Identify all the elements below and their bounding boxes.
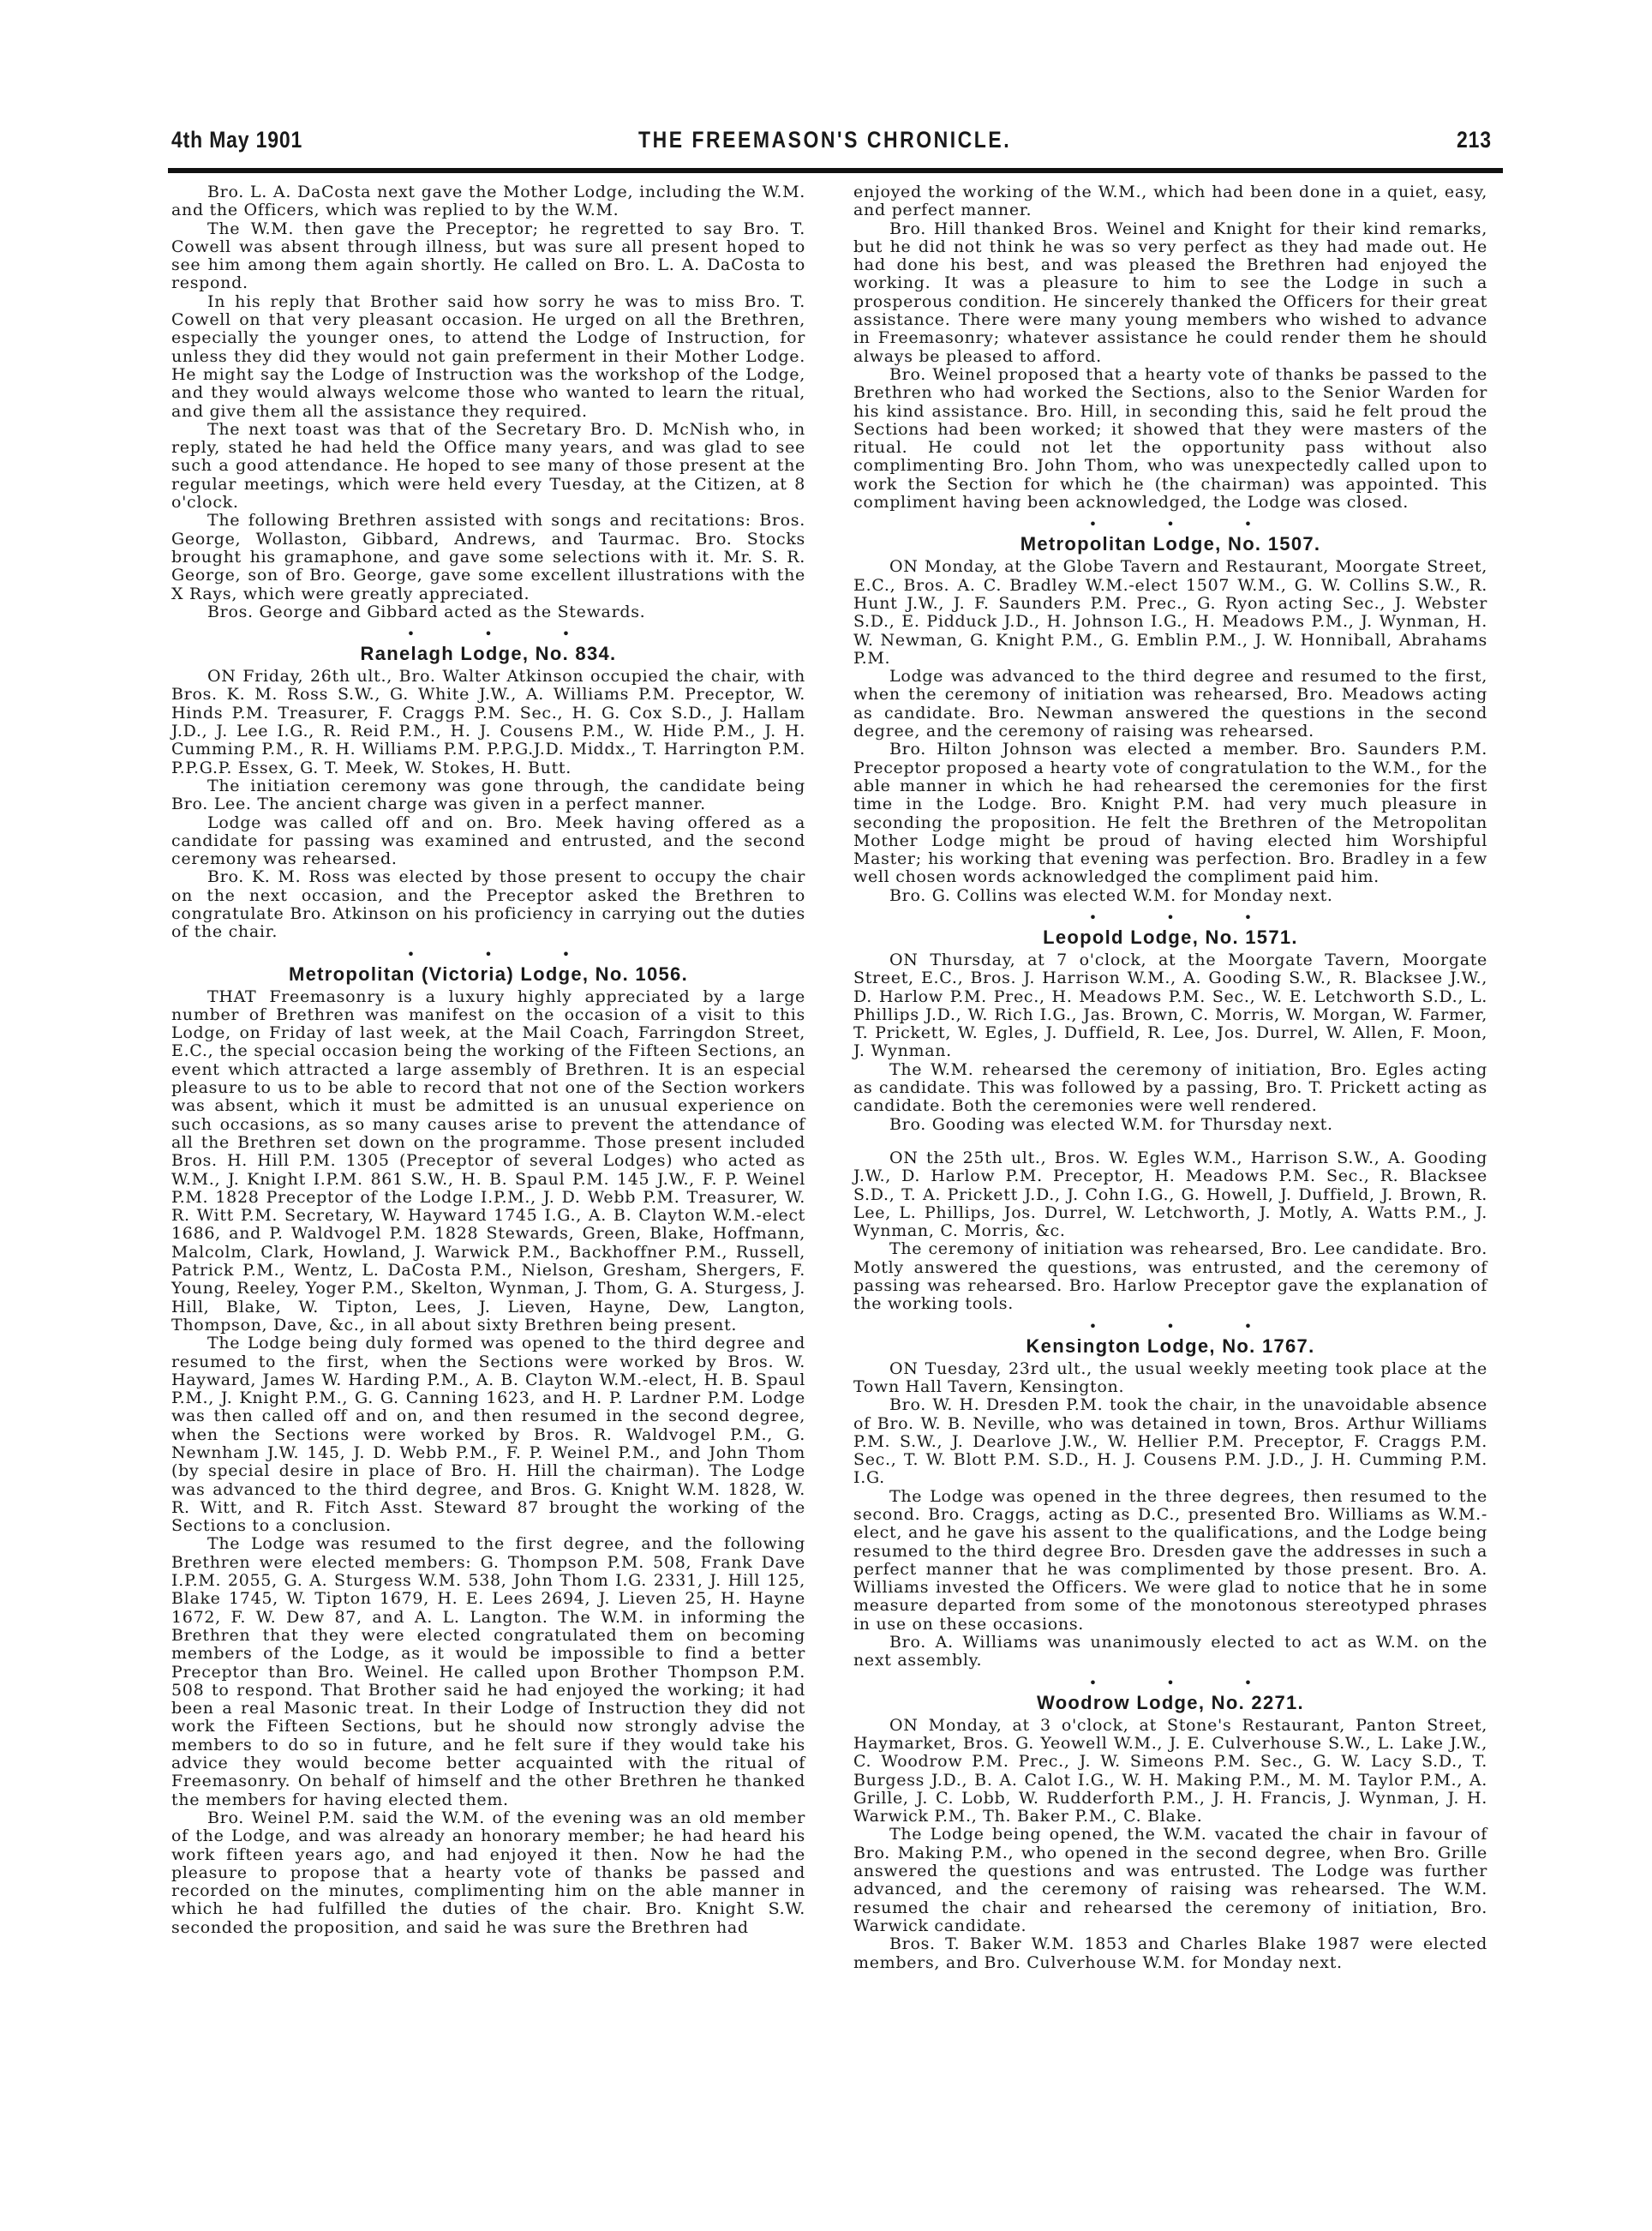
- left-column: [171, 183, 805, 1937]
- section-heading: Kensington Lodge, No. 1767.: [1026, 1334, 1315, 1357]
- paragraph: ON Friday, 26th ult., Bro. Walter Atkinson occupied the chair, with Bros. K. M. Ross S.W., G. White J.W., A. Williams P.M. Preceptor, W. Hinds P.M. Treasurer, F. Craggs P.M. Sec., H. G. Cox S.D., J. Hallam J.D., J. Lee I.G., R. Reid P.M., H. J. Cousens P.M., W. Hide P.M., J. H. Cumming P.M., R. H. Williams P.M. P.P.G.J.D. Middx., T. Harrington P.M. P.P.G.P. Essex, G. T. Meek, W. Stokes, H. Butt.: [171, 667, 805, 777]
- paragraph: Bro. W. H. Dresden P.M. took the chair, in the unavoidable absence of Bro. W. B. Neville, who was detained in town, Bros. Arthur Williams P.M. S.W., J. Dearlove J.W., W. Hellier P.M. Preceptor, F. Craggs P.M. Sec., T. W. Blott P.M. S.D., H. J. Cousens P.M. J.D., J. H. Cumming P.M. I.G.: [853, 1395, 1487, 1488]
- section-heading: Metropolitan Lodge, No. 1507.: [1020, 533, 1321, 555]
- paragraph: ON Monday, at 3 o'clock, at Stone's Restaurant, Panton Street, Haymarket, Bros. G. Yeowell W.M., J. E. Culverhouse S.W., L. Lake J.W., C. Woodrow P.M. Prec., J. W. Simeons P.M. Sec., G. W. Lacy S.D., T. Burgess J.D., B. A. Calot I.G., W. H. Making P.M., M. M. Taylor P.M., A. Grille, J. C. Lobb, W. Rudderforth P.M., J. H. Francis, J. Wynman, J. H. Warwick P.M., Th. Baker P.M., C. Blake.: [853, 1715, 1487, 1826]
- paragraph: Bro. L. A. DaCosta next gave the Mother Lodge, including the W.M. and the Officers, which was replied to by the W.M.: [171, 183, 805, 220]
- paragraph: Bros. T. Baker W.M. 1853 and Charles Blake 1987 were elected members, and Bro. Culverhouse W.M. for Monday next.: [853, 1934, 1487, 1972]
- section-heading: Woodrow Lodge, No. 2271.: [1037, 1691, 1304, 1713]
- newspaper-title: THE FREEMASON'S CHRONICLE.: [638, 127, 1012, 153]
- paragraph: The Lodge was resumed to the first degree, and the following Brethren were elected members: G. Thompson P.M. 508, Frank Dave I.P.M. 2055, G. A. Sturgess W.M. 538, John Thom I.G. 2331, J. Hill 125, Blake 1745, W. Tipton 1679, H. E. Lees 2694, J. Lieven 25, H. Hayne 1672, F. W. Dew 87, and A. L. Langton. The W.M. in informing the Brethren that they were elected congratulated them on becoming members of the Lodge, as it would be impossible to find a better Preceptor than Bro. Weinel. He called upon Brother Thompson P.M. 508 to respond. That Brother said he had enjoyed the working; it had been a real Masonic treat. In their Lodge of Instruction they did not work the Fifteen Sections, but he should now strongly advise the members to do so in future, and he felt sure if they would take his advice they would become better acquainted with the ritual of Freemasonry. On behalf of himself and the other Brethren he thanked the members for having elected them.: [171, 1534, 805, 1809]
- paragraph: THAT Freemasonry is a luxury highly appreciated by a large number of Brethren was manifest on the occasion of a visit to this Lodge, on Friday of last week, at the Mail Coach, Farringdon Street, E.C., the special occasion being the working of the Fifteen Sections, an event which attracted a large assembly of Brethren. It is an especial pleasure to us to be able to record that not one of the Section workers was absent, which it must be admitted is an unusual experience on such occasions, as so many causes arise to prevent the attendance of all the Brethren set down on the programme. Those present included Bros. H. Hill P.M. 1305 (Preceptor of several Lodges) who acted as W.M., J. Knight I.P.M. 861 S.W., H. B. Spaul P.M. 145 J.W., F. P. Weinel P.M. 1828 Preceptor of the Lodge I.P.M., J. D. Webb P.M. Treasurer, W. R. Witt P.M. Secretary, W. Hayward 1745 I.G., A. B. Clayton W.M.-elect 1686, and P. Waldvogel P.M. 1828 Stewards, Green, Blake, Hoffmann, Malcolm, Clark, Howland, J. Warwick P.M., Backhoffner P.M., Russell, Patrick P.M., Wentz, L. DaCosta P.M., Nielson, Gresham, Shergers, F. Young, Reeley, Yoger P.M., Skelton, Wynman, J. Thom, G. A. Sturgess, J. Hill, Blake, W. Tipton, Lees, J. Lieven, Hayne, Dew, Langton, Thompson, Dave, &c., in all about sixty Brethren being present.: [171, 987, 805, 1334]
- paragraph: ON Monday, at the Globe Tavern and Restaurant, Moorgate Street, E.C., Bros. A. C. Bradley W.M.-elect 1507 W.M., G. W. Collins S.W., R. Hunt J.W., J. F. Saunders P.M. Prec., G. Ryon acting Sec., J. Webster S.D., E. Pidduck J.D., H. Johnson I.G., H. Meadows P.M., J. Wynman, H. W. Newman, G. Knight P.M., G. Emblin P.M., J. W. Honniball, Abrahams P.M.: [853, 557, 1487, 668]
- paragraph: Lodge was advanced to the third degree and resumed to the first, when the ceremony of initiation was rehearsed, Bro. Meadows acting as candidate. Bro. Newman answered the questions in the second degree, and the ceremony of raising was rehearsed.: [853, 667, 1487, 741]
- paragraph: In his reply that Brother said how sorry he was to miss Bro. T. Cowell on that very pleasant occasion. He urged on all the Brethren, especially the younger ones, to attend the Lodge of Instruction, for unless they did they would not gain preferment in their Mother Lodge. He might say the Lodge of Instruction was the workshop of the Lodge, and they would always welcome those who wanted to learn the ritual, and give them all the assistance they required.: [171, 291, 805, 421]
- header-rule: [168, 168, 1503, 173]
- paragraph: Bro. Weinel proposed that a hearty vote of thanks be passed to the Brethren who had worked the Sections, also to the Senior Warden for his kind assistance. Bro. Hill, in seconding this, said he felt proud the Sections had been worked; it showed that they were masters of the ritual. He could not let the opportunity pass without also complimenting Bro. John Thom, who was unexpectedly called upon to work the Section for which he (the chairman) was appointed. This compliment having been acknowledged, the Lodge was closed.: [853, 364, 1487, 513]
- paragraph: The W.M. rehearsed the ceremony of initiation, Bro. Egles acting as candidate. This was followed by a passing, Bro. T. Prickett acting as candidate. Both the ceremonies were well rendered.: [853, 1059, 1487, 1116]
- paragraph: Bro. Weinel P.M. said the W.M. of the evening was an old member of the Lodge, and was already an honorary member; he had heard his work fifteen years ago, and had enjoyed it then. Now he had the pleasure to propose that a hearty vote of thanks be passed and recorded on the minutes, complimenting him on the able manner in which he had fulfilled the duties of the chair. Bro. Knight S.W. seconded the proposition, and said he was sure the Brethren had: [171, 1808, 805, 1937]
- paragraph: The W.M. then gave the Preceptor; he regretted to say Bro. T. Cowell was absent through illness, but was sure all present hoped to see him among them again shortly. He called on Bro. L. A. DaCosta to respond.: [171, 219, 805, 293]
- section-ornament: • • •: [1088, 1674, 1285, 1691]
- paragraph: The Lodge being opened, the W.M. vacated the chair in favour of Bro. Making P.M., who opened in the second degree, when Bro. Grille answered the questions and was entrusted. The Lodge was further advanced, and the ceremony of raising was rehearsed. The W.M. resumed the chair and rehearsed the ceremony of initiation, Bro. Warwick candidate.: [853, 1825, 1487, 1935]
- page-number: 213: [1457, 127, 1492, 153]
- paragraph: Bro. Hilton Johnson was elected a member. Bro. Saunders P.M. Preceptor proposed a hearty vote of congratulation to the W.M., for the able manner in which he had rehearsed the ceremonies for the first time in the Lodge. Bro. Knight P.M. had very much pleasure in seconding the proposition. He felt the Brethren of the Metropolitan Mother Lodge might be proud of having elected him Worshipful Master; his working that evening was perfection. Bro. Bradley in a few well chosen words acknowledged the compliment paid him.: [853, 740, 1487, 887]
- paragraph: ON Tuesday, 23rd ult., the usual weekly meeting took place at the Town Hall Tavern, Kensington.: [853, 1358, 1487, 1396]
- section-ornament: • • •: [406, 626, 603, 643]
- right-column: [853, 183, 1487, 1972]
- paragraph: The following Brethren assisted with songs and recitations: Bros. George, Wollaston, Gibbard, Andrews, and Taurmac. Bro. Stocks brought his gramaphone, and gave some selections with it. Mr. S. R. George, son of Bro. George, gave some excellent illustrations with the X Rays, which were greatly appreciated.: [171, 511, 805, 603]
- continued-paragraph: enjoyed the working of the W.M., which had been done in a quiet, easy, and perfect manner.: [853, 183, 1487, 220]
- paragraph: Bro. K. M. Ross was elected by those present to occupy the chair on the next occasion, and the Preceptor asked the Brethren to congratulate Bro. Atkinson on his proficiency in carrying out the duties of the chair.: [171, 867, 805, 942]
- paragraph: Bros. George and Gibbard acted as the Stewards.: [207, 602, 646, 621]
- paragraph: Bro. A. Williams was unanimously elected to act as W.M. on the next assembly.: [853, 1633, 1487, 1670]
- section-ornament: • • •: [1088, 909, 1285, 926]
- paragraph: The next toast was that of the Secretary Bro. D. McNish who, in reply, stated he had held the Office many years, and was glad to see such a good attendance. He hoped to see many of those present at the regular meetings, which were held every Tuesday, at the Citizen, at 8 o'clock.: [171, 419, 805, 513]
- paragraph: Bro. Hill thanked Bros. Weinel and Knight for their kind remarks, but he did not think he was so very perfect as they had made out. He had done his best, and was pleased the Brethren had enjoyed the working. It was a pleasure to him to see the Lodge in such a prosperous condition. He sincerely thanked the Officers for their great assistance. There were many young members who wished to advance in Freemasonry; whatever assistance he could render them he should always be pleased to afford.: [853, 219, 1487, 366]
- paragraph: The Lodge being duly formed was opened to the third degree and resumed to the first, when the Sections were worked by Bros. W. Hayward, James W. Harding P.M., A. B. Clayton W.M.-elect, H. B. Spaul P.M., J. Knight P.M., G. G. Canning 1623, and H. P. Lardner P.M. Lodge was then called off and on, and then resumed in the second degree, when the Sections were worked by Bros. R. Waldvogel P.M., G. Newnham J.W. 145, J. D. Webb P.M., F. P. Weinel P.M., and John Thom (by special desire in place of Bro. H. Hill the chairman). The Lodge was advanced to the third degree, and Bros. G. Knight W.M. 1828, W. R. Witt, and R. Fitch Asst. Steward 87 brought the working of the Sections to a conclusion.: [171, 1334, 805, 1536]
- section-heading: Ranelagh Lodge, No. 834.: [360, 643, 617, 665]
- paragraph: Lodge was called off and on. Bro. Meek having offered as a candidate for passing was examined and entrusted, and the second ceremony was rehearsed.: [171, 813, 805, 869]
- paragraph: ON the 25th ult., Bros. W. Egles W.M., Harrison S.W., A. Gooding J.W., D. Harlow P.M. Preceptor, H. Meadows P.M. Sec., R. Blacksee S.D., T. A. Prickett J.D., J. Cohn I.G., G. Howell, J. Duffield, J. Brown, R. Lee, L. Phillips, Jos. Durrel, W. Letchworth, J. Motly, A. Watts P.M., J. Wynman, C. Morris, &c.: [853, 1148, 1487, 1241]
- section-ornament: • • •: [406, 945, 603, 963]
- section-heading: Metropolitan (Victoria) Lodge, No. 1056.: [289, 963, 688, 985]
- paragraph: ON Thursday, at 7 o'clock, at the Moorgate Tavern, Moorgate Street, E.C., Bros. J. Harrison W.M., A. Gooding S.W., R. Blacksee J.W., D. Harlow P.M. Prec., H. Meadows P.M. Sec., W. E. Letchworth S.D., L. Phillips J.D., W. Rich I.G., Jas. Brown, C. Morris, W. Morgan, W. Farmer, T. Prickett, W. Egles, J. Duffield, R. Lee, Jos. Durrel, W. Allen, F. Moon, J. Wynman.: [853, 950, 1487, 1061]
- paragraph-gap: [853, 1134, 1487, 1149]
- section-heading: Leopold Lodge, No. 1571.: [1043, 926, 1298, 948]
- paragraph: The Lodge was opened in the three degrees, then resumed to the second. Bro. Craggs, acting as D.C., presented Bro. Williams as W.M.-elect, and he gave his assent to the qualifications, and the Lodge being resumed to the third degree Bro. Dresden gave the addresses in such a perfect manner that he was complimented by those present. Bro. A. Williams invested the Officers. We were glad to notice that he in some measure departed from some of the monotonous stereotyped phrases in use on these occasions.: [853, 1486, 1487, 1634]
- paragraph: Bro. G. Collins was elected W.M. for Monday next.: [889, 885, 1333, 905]
- paragraph: Bro. Gooding was elected W.M. for Thursday next.: [889, 1114, 1333, 1134]
- paragraph: The initiation ceremony was gone through, the candidate being Bro. Lee. The ancient charge was given in a perfect manner.: [171, 776, 805, 814]
- paragraph: The ceremony of initiation was rehearsed, Bro. Lee candidate. Bro. Motly answered the questions, was entrusted, and the ceremony of passing was rehearsed. Bro. Harlow Preceptor gave the explanation of the working tools.: [853, 1239, 1487, 1314]
- section-ornament: • • •: [1088, 1317, 1285, 1334]
- issue-date: 4th May 1901: [171, 127, 303, 153]
- section-ornament: • • •: [1088, 516, 1285, 533]
